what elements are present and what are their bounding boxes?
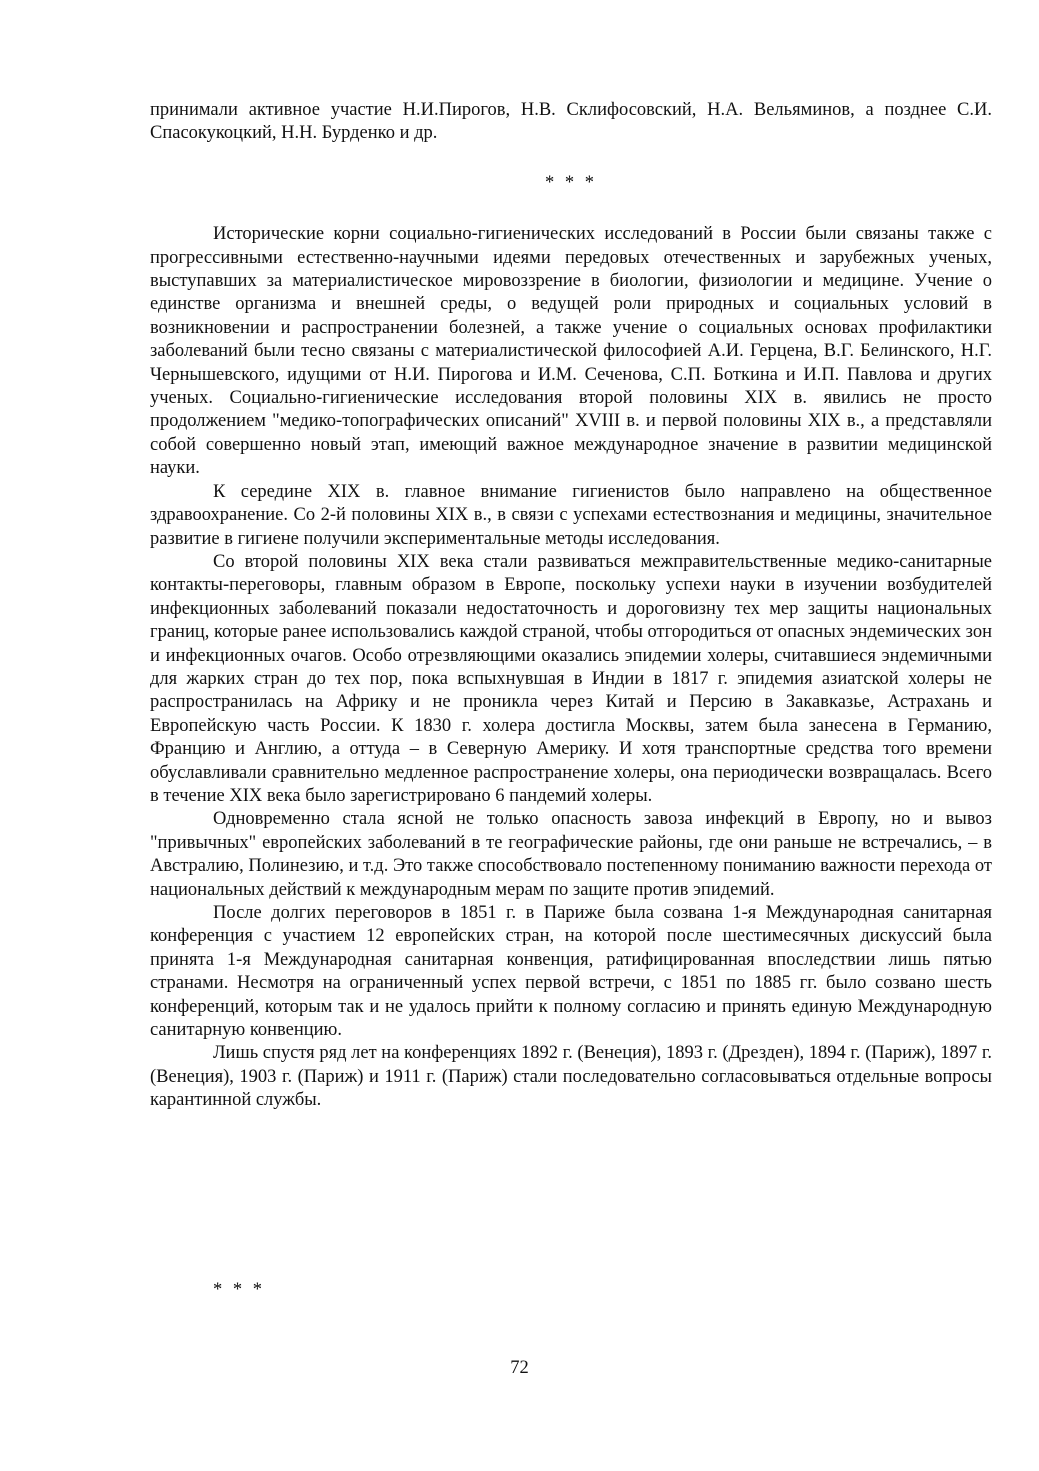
- section-separator-bottom: * * *: [213, 1280, 265, 1300]
- paragraph-later-conferences: Лишь спустя ряд лет на конференциях 1892 г. (Венеция), 1893 г. (Дрезден), 1894 г. (Париж), 1897 г. (Венеция), 1903 г. (Париж) и 1911 г. (Париж) стали последовательно согласовываться отдельные вопросы карантинной службы.: [150, 1043, 992, 1111]
- page-number: 72: [510, 1358, 529, 1378]
- paragraph-continued: принимали активное участие Н.И.Пирогов, Н.В. Склифосовский, Н.А. Вельяминов, а позднее С.И. Спасокукоцкий, Н.Н. Бурденко и др.: [150, 100, 992, 144]
- paragraph-historical-roots: Исторические корни социально-гигиенических исследований в России были связаны также с прогрессивными естественно-научными идеями передовых отечественных и зарубежных ученых, выступавших за материалистическое мировоззрение в биологии, физиологии и медицине. Учение о единстве организма и внешней среды, о ведущей роли природных и социальных условий в возникновении и распространении болезней, а также учение о социальных основах профилактики заболеваний были тесно связаны с материалистической философией А.И. Герцена, В.Г. Белинского, Н.Г. Чернышевского, идущими от Н.И. Пирогова и И.М. Сеченова, С.П. Боткина и И.П. Павлова и других ученых. Социально-гигиенические исследования второй половины XIX в. явились не просто продолжением "медико-топографических описаний" XVIII в. и первой половины XIX в., а представляли собой совершенно новый этап, имеющий важное международное значение в развитии медицинской науки.: [150, 224, 992, 479]
- paragraph-sanitary-contacts: Со второй половины XIX века стали развиваться межправительственные медико-санитарные контакты-переговоры, главным образом в Европе, поскольку успехи науки в изучении возбудителей инфекционных заболеваний показали недостаточность и дороговизну тех мер защиты национальных границ, которые ранее использовались каждой страной, чтобы отгородиться от опасных эндемических зон и инфекционных очагов. Особо отрезвляющими оказались эпидемии холеры, считавшиеся эндемичными для жарких стран до тех пор, пока вспыхнувшая в Индии в 1817 г. эпидемия азиатской холеры не распространилась на Африку и не проникла через Китай и Персию в Закавказье, Астрахань и Европейскую часть России. К 1830 г. холера достигла Москвы, затем была занесена в Германию, Францию и Англию, а оттуда – в Северную Америку. И хотя транспортные средства того времени обуславливали сравнительно медленное распространение холеры, она периодически возвращалась. Всего в течение XIX века было зарегистрировано 6 пандемий холеры.: [150, 551, 992, 806]
- section-separator: * * *: [545, 172, 597, 193]
- paragraph-infection-export: Одновременно стала ясной не только опасность завоза инфекций в Европу, но и вывоз "привычных" европейских заболеваний в те географические районы, где они раньше не встречались, – в Австралию, Полинезию, и т.д. Это также способствовало постепенному пониманию важности перехода от национальных действий к международным мерам по защите против эпидемий.: [150, 809, 992, 900]
- paragraph-mid-19th-century: К середине XIX в. главное внимание гигиенистов было направлено на общественное здравоохранение. Со 2-й половины XIX в., в связи с успехами естествознания и медицины, значительное развитие в гигиене получили экспериментальные методы исследования.: [150, 481, 992, 549]
- paragraph-1851-conference: После долгих переговоров в 1851 г. в Париже была созвана 1-я Международная санитарная конференция с участием 12 европейских стран, на которой после шестимесячных дискуссий была принята 1-я Международная санитарная конвенция, ратифицированная впоследствии лишь пятью странами. Несмотря на ограниченный успех первой встречи, с 1851 по 1885 гг. было созвано шесть конференций, которым так и не удалось прийти к полному согласию и принять единую Международную санитарную конвенцию.: [150, 903, 992, 1041]
- page-body: [150, 99, 992, 1113]
